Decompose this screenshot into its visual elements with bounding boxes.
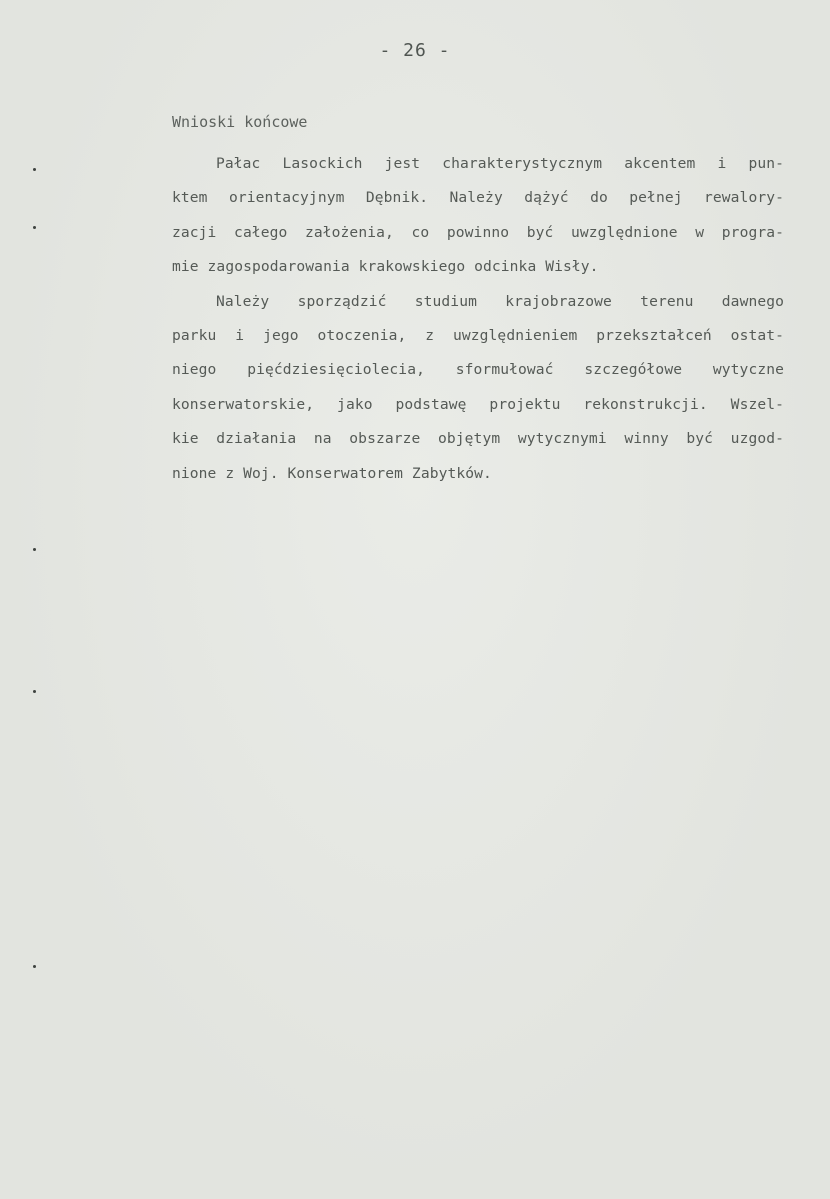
section-heading: Wnioski końcowe bbox=[172, 113, 308, 131]
text-line: kie działania na obszarze objętym wytycznymi winny być uzgod- bbox=[172, 430, 784, 448]
text-line: Należy sporządzić studium krajobrazowe terenu dawnego bbox=[216, 292, 784, 310]
punch-mark bbox=[33, 168, 36, 171]
body-text bbox=[172, 147, 784, 491]
page-number: - 26 - bbox=[379, 40, 451, 61]
punch-mark bbox=[33, 548, 36, 551]
text-line: nione z Woj. Konserwatorem Zabytków. bbox=[172, 464, 492, 482]
text-line: zacji całego założenia, co powinno być uwzględnione w progra- bbox=[172, 223, 784, 241]
text-line: niego pięćdziesięciolecia, sformułować szczegółowe wytyczne bbox=[172, 361, 784, 379]
text-line: konserwatorskie, jako podstawę projektu rekonstrukcji. Wszel- bbox=[172, 395, 784, 413]
text-line: ktem orientacyjnym Dębnik. Należy dążyć do pełnej rewalory- bbox=[172, 189, 784, 207]
paragraph-2 bbox=[172, 285, 784, 491]
punch-mark bbox=[33, 226, 36, 229]
text-line: Pałac Lasockich jest charakterystycznym akcentem i pun- bbox=[216, 155, 784, 172]
text-line: parku i jego otoczenia, z uwzględnieniem przekształceń ostat- bbox=[172, 326, 784, 344]
punch-mark bbox=[33, 690, 36, 693]
punch-mark bbox=[33, 965, 36, 968]
paragraph-1 bbox=[172, 147, 784, 285]
text-line: mie zagospodarowania krakowskiego odcinka Wisły. bbox=[172, 258, 599, 276]
